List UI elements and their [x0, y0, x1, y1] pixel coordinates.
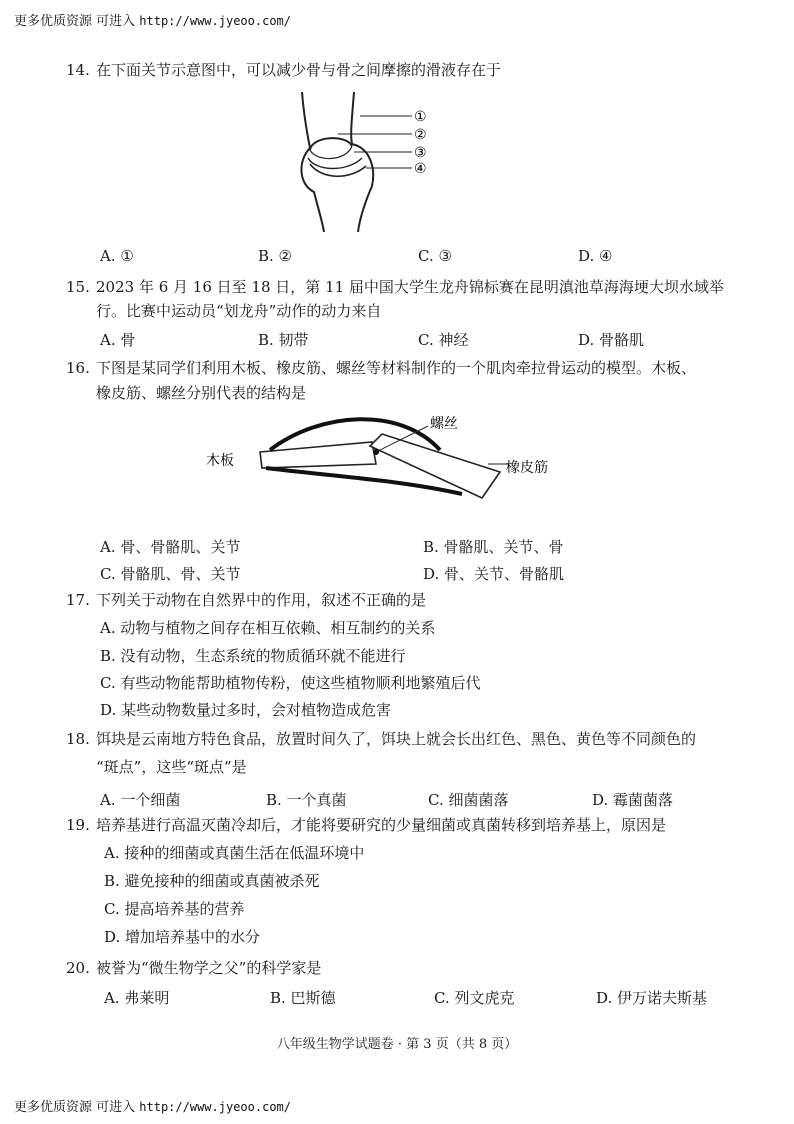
q19-option-b[interactable]: B. 避免接种的细菌或真菌被杀死: [104, 872, 320, 890]
label-1: ①: [414, 109, 427, 125]
question-text: 被誉为“微生物学之父”的科学家是: [96, 959, 322, 977]
q18-option-a[interactable]: A. 一个细菌: [100, 791, 181, 809]
label-2: ②: [414, 127, 427, 143]
q20-option-b[interactable]: B. 巴斯德: [270, 989, 336, 1007]
joint-cartilage: [310, 146, 352, 159]
label-board: 木板: [206, 453, 234, 469]
q15-option-a[interactable]: A. 骨: [100, 331, 136, 349]
q19-option-a[interactable]: A. 接种的细菌或真菌生活在低温环境中: [104, 844, 365, 862]
top-header: [14, 10, 291, 29]
question-number: 17.: [66, 591, 90, 609]
label-4: ④: [414, 161, 427, 177]
question-text: 在下面关节示意图中，可以减少骨与骨之间摩擦的滑液存在于: [96, 61, 502, 79]
question-18-stem-line2: “斑点”，这些“斑点”是: [96, 758, 247, 776]
bottom-header-label: 更多优质资源 可进入: [14, 1100, 136, 1115]
question-text: 饵块是云南地方特色食品，放置时间久了，饵块上就会长出红色、黑色、黄色等不同颜色的: [96, 730, 697, 748]
bottom-header: [14, 1096, 291, 1115]
q14-option-b[interactable]: B. ②: [258, 247, 293, 265]
question-18-stem: [66, 729, 696, 749]
question-20-stem: [66, 958, 321, 978]
question-text: 培养基进行高温灭菌冷却后，才能将要研究的少量细菌或真菌转移到培养基上，原因是: [96, 816, 667, 834]
question-number: 16.: [66, 359, 90, 377]
question-number: 15.: [66, 278, 90, 296]
question-number: 14.: [66, 61, 90, 79]
q15-option-b[interactable]: B. 韧带: [258, 331, 309, 349]
q18-option-d[interactable]: D. 霉菌菌落: [592, 791, 674, 809]
question-number: 20.: [66, 959, 90, 977]
question-text: 下列关于动物在自然界中的作用，叙述不正确的是: [96, 591, 427, 609]
q14-option-d[interactable]: D. ④: [578, 247, 613, 265]
label-screw: 螺丝: [430, 416, 458, 432]
q17-option-c[interactable]: C. 有些动物能帮助植物传粉，使这些植物顺利地繁殖后代: [100, 674, 481, 692]
q17-option-a[interactable]: A. 动物与植物之间存在相互依赖、相互制约的关系: [100, 619, 436, 637]
joint-outer-right: [351, 92, 373, 232]
q18-option-b[interactable]: B. 一个真菌: [266, 791, 347, 809]
question-16-stem: [66, 358, 696, 378]
header-url[interactable]: http://www.jyeoo.com/: [139, 14, 291, 28]
q16-option-d[interactable]: D. 骨、关节、骨骼肌: [423, 565, 565, 583]
label-band: 橡皮筋: [506, 460, 548, 476]
joint-cavity: [308, 158, 362, 169]
question-text: 下图是某同学们利用木板、橡皮筋、螺丝等材料制作的一个肌肉牵拉骨运动的模型。木板、: [96, 359, 697, 377]
question-text: 2023 年 6 月 16 日至 18 日，第 11 届中国大学生龙舟锦标赛在昆明滇池草海海埂大坝水域举: [96, 278, 724, 296]
joint-outer-left: [301, 92, 324, 232]
question-number: 18.: [66, 730, 90, 748]
bottom-header-url[interactable]: http://www.jyeoo.com/: [139, 1100, 291, 1114]
page-footer: 八年级生物学试题卷 · 第 3 页（共 8 页）: [276, 1037, 518, 1052]
question-17-stem: [66, 590, 426, 610]
q16-option-a[interactable]: A. 骨、骨骼肌、关节: [100, 538, 241, 556]
q18-option-c[interactable]: C. 细菌菌落: [428, 791, 509, 809]
q16-option-b[interactable]: B. 骨骼肌、关节、骨: [423, 538, 564, 556]
joint-diagram: [280, 88, 450, 234]
question-16-stem-line2: 橡皮筋、螺丝分别代表的结构是: [96, 384, 307, 402]
q14-option-a[interactable]: A. ①: [100, 247, 134, 265]
header-label: 更多优质资源 可进入: [14, 14, 136, 29]
question-14-stem: [66, 60, 501, 80]
q17-option-b[interactable]: B. 没有动物，生态系统的物质循环就不能进行: [100, 647, 406, 665]
muscle-model-diagram: [200, 406, 600, 510]
label-3: ③: [414, 145, 427, 161]
q20-option-a[interactable]: A. 弗莱明: [104, 989, 170, 1007]
q20-option-d[interactable]: D. 伊万诺夫斯基: [596, 989, 708, 1007]
q15-option-c[interactable]: C. 神经: [418, 331, 469, 349]
joint-head: [310, 138, 352, 150]
q19-option-d[interactable]: D. 增加培养基中的水分: [104, 928, 261, 946]
q17-option-d[interactable]: D. 某些动物数量过多时，会对植物造成危害: [100, 701, 392, 719]
question-15-stem: [66, 277, 724, 297]
question-number: 19.: [66, 816, 90, 834]
question-19-stem: [66, 815, 666, 835]
q14-option-c[interactable]: C. ③: [418, 247, 452, 265]
q19-option-c[interactable]: C. 提高培养基的营养: [104, 900, 245, 918]
q16-option-c[interactable]: C. 骨骼肌、骨、关节: [100, 565, 241, 583]
q15-option-d[interactable]: D. 骨骼肌: [578, 331, 645, 349]
q20-option-c[interactable]: C. 列文虎克: [434, 989, 515, 1007]
question-15-stem-line2: 行。比赛中运动员“划龙舟”动作的动力来自: [96, 302, 382, 320]
